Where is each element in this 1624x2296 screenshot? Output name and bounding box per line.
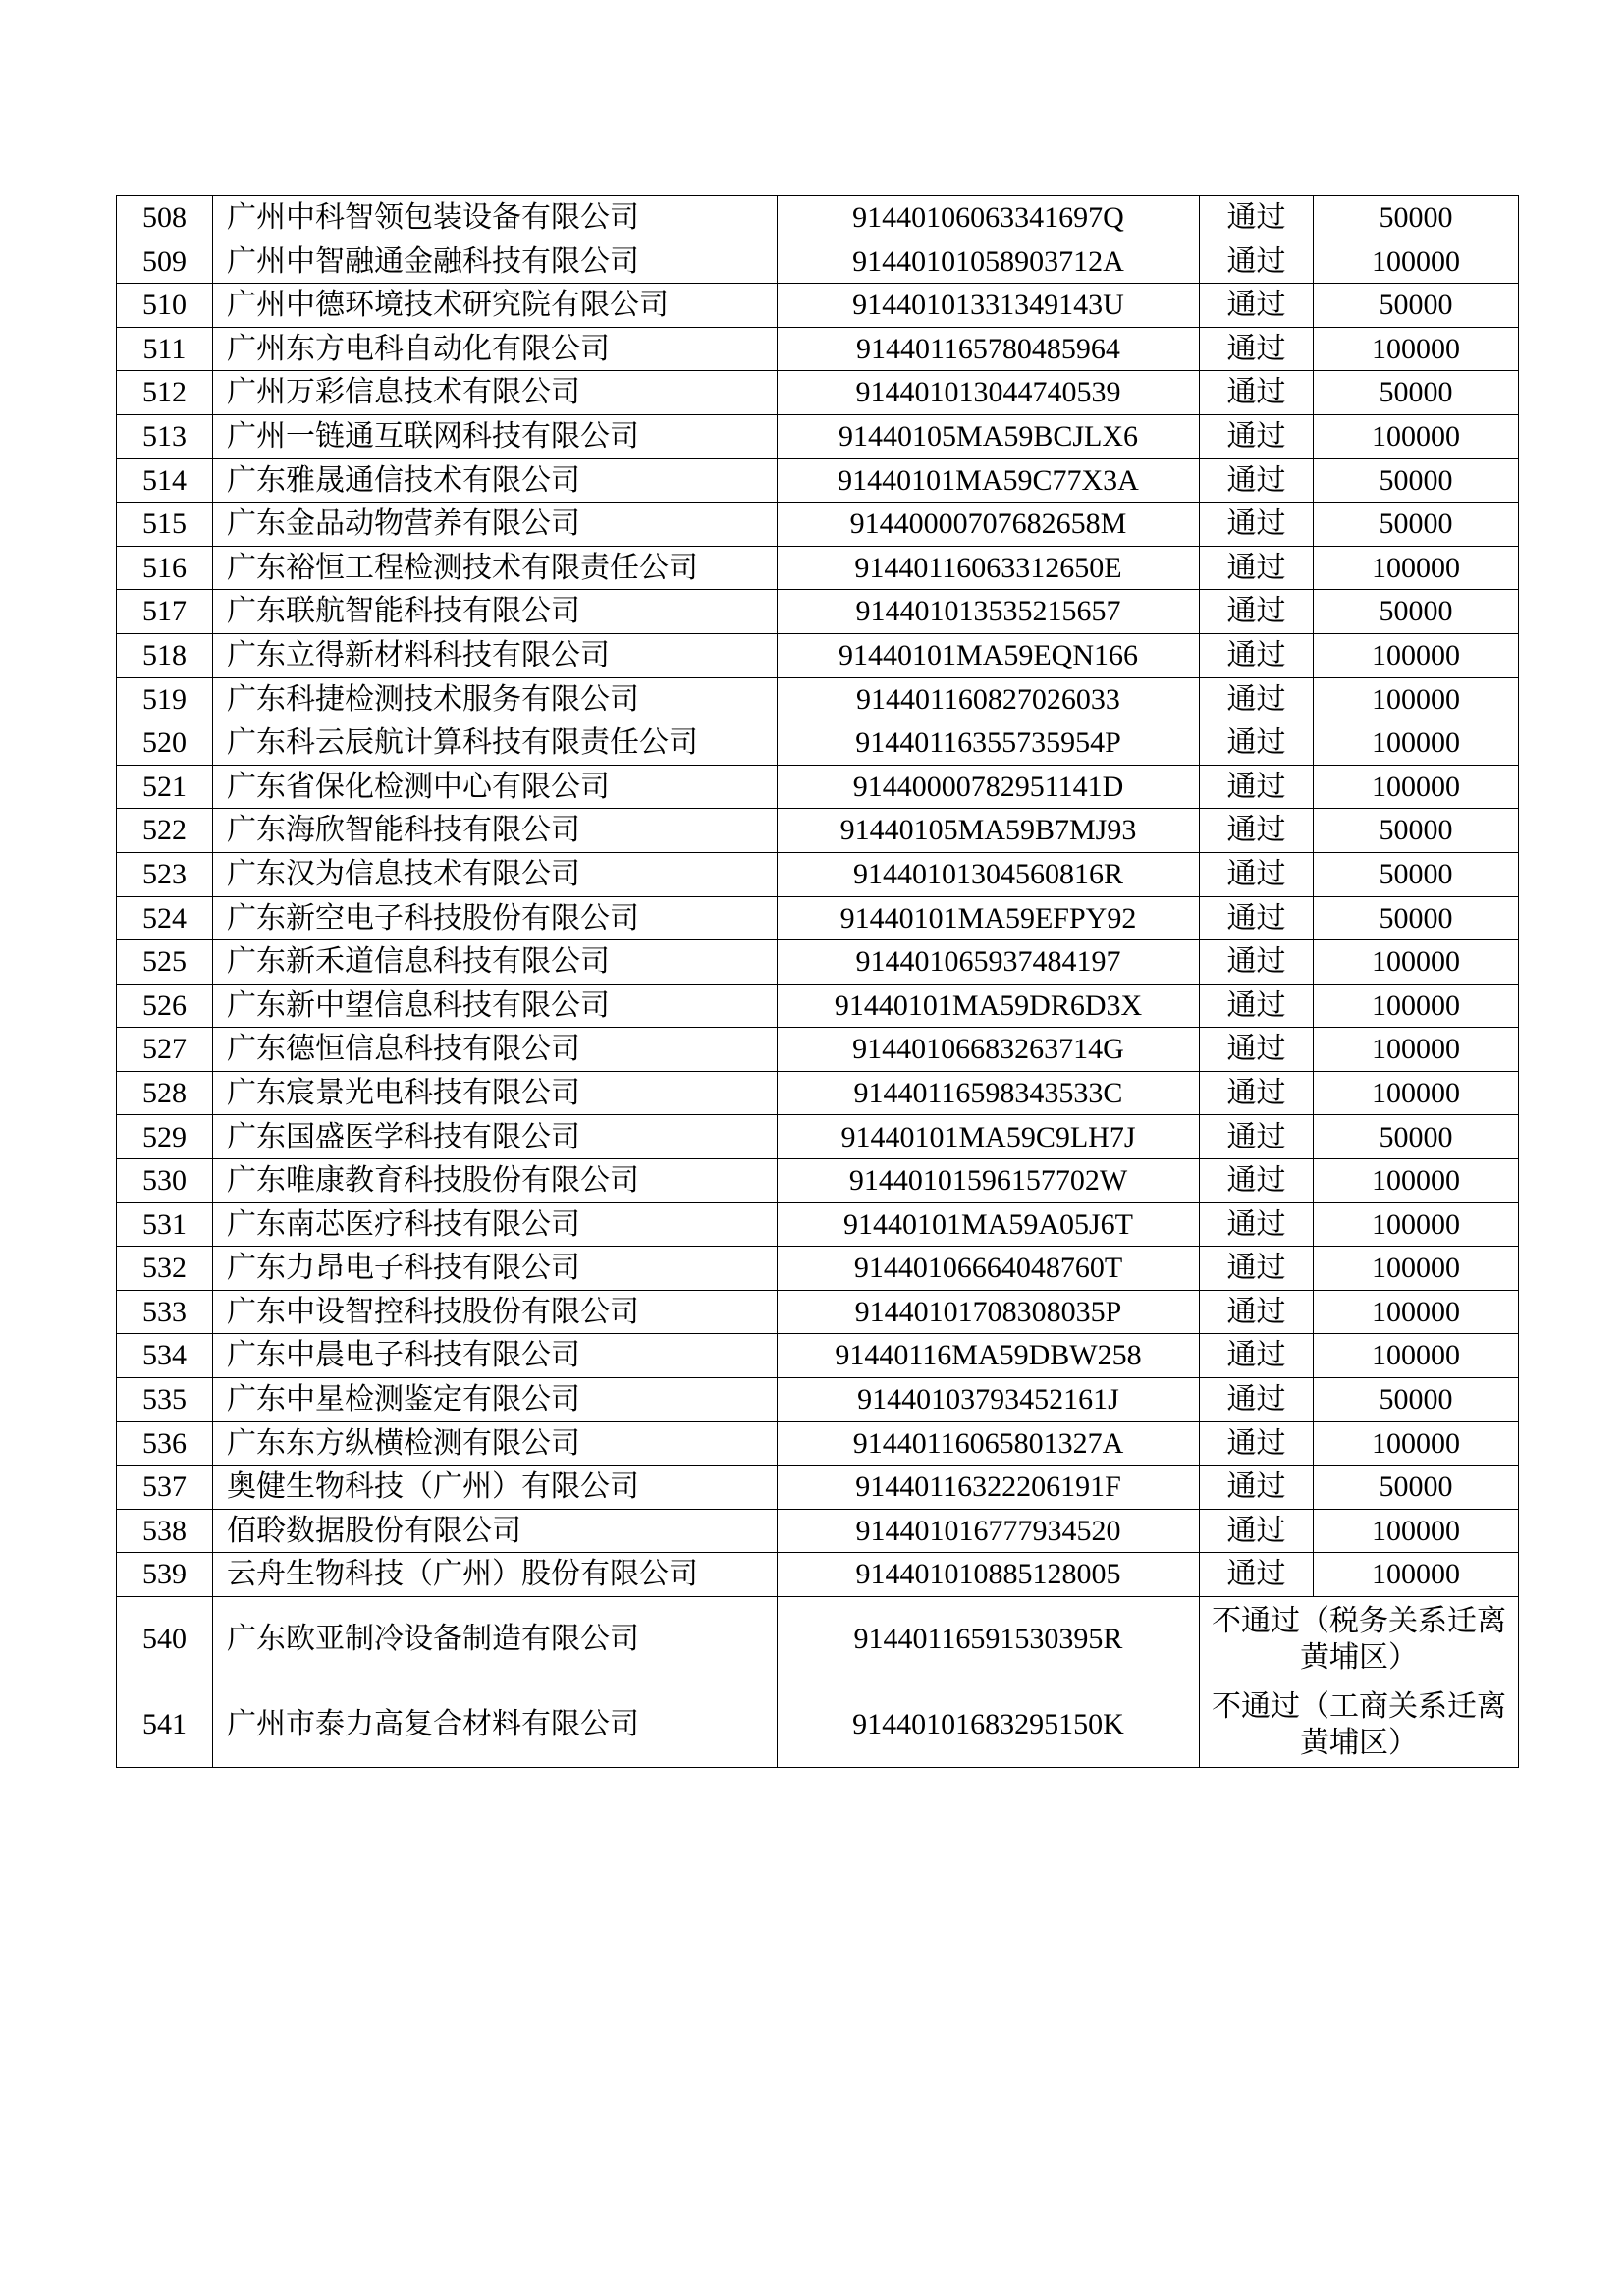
subsidy-amount: 100000 (1314, 414, 1519, 458)
review-result: 通过 (1200, 546, 1314, 590)
review-result: 通过 (1200, 809, 1314, 853)
subsidy-amount: 100000 (1314, 765, 1519, 809)
row-number: 510 (117, 284, 213, 328)
table-row (117, 458, 1519, 503)
review-result: 通过 (1200, 1421, 1314, 1466)
table-row (117, 327, 1519, 371)
table-row (117, 721, 1519, 766)
credit-code: 91440101MA59DR6D3X (778, 984, 1200, 1028)
table-row (117, 896, 1519, 940)
table-row (117, 1421, 1519, 1466)
review-result-failed: 不通过（税务关系迁离黄埔区） (1200, 1597, 1519, 1682)
subsidy-amount: 50000 (1314, 809, 1519, 853)
table-row-failed (117, 1682, 1519, 1768)
row-number: 524 (117, 896, 213, 940)
credit-code: 91440105MA59B7MJ93 (778, 809, 1200, 853)
row-number: 533 (117, 1290, 213, 1334)
table-row (117, 1466, 1519, 1510)
review-result: 通过 (1200, 284, 1314, 328)
review-result: 通过 (1200, 984, 1314, 1028)
row-number: 511 (117, 327, 213, 371)
company-name: 广州一链通互联网科技有限公司 (213, 414, 778, 458)
table-row (117, 1071, 1519, 1115)
table-row (117, 1115, 1519, 1159)
company-name: 广东科云辰航计算科技有限责任公司 (213, 721, 778, 766)
table-row (117, 1247, 1519, 1291)
row-number: 514 (117, 458, 213, 503)
credit-code: 91440103793452161J (778, 1378, 1200, 1422)
review-result: 通过 (1200, 1115, 1314, 1159)
review-result: 通过 (1200, 633, 1314, 677)
credit-code: 91440106063341697Q (778, 196, 1200, 240)
row-number: 539 (117, 1553, 213, 1597)
subsidy-amount: 100000 (1314, 1421, 1519, 1466)
row-number: 540 (117, 1597, 213, 1682)
row-number: 516 (117, 546, 213, 590)
subsidy-amount: 50000 (1314, 371, 1519, 415)
subsidy-amount: 50000 (1314, 284, 1519, 328)
credit-code: 91440101708308035P (778, 1290, 1200, 1334)
subsidy-amount: 100000 (1314, 1290, 1519, 1334)
credit-code: 91440106683263714G (778, 1028, 1200, 1072)
review-result: 通过 (1200, 414, 1314, 458)
row-number: 513 (117, 414, 213, 458)
subsidy-amount: 100000 (1314, 1509, 1519, 1553)
row-number: 521 (117, 765, 213, 809)
company-name: 广东德恒信息科技有限公司 (213, 1028, 778, 1072)
review-result: 通过 (1200, 458, 1314, 503)
row-number: 509 (117, 240, 213, 284)
table-row (117, 765, 1519, 809)
review-result: 通过 (1200, 1247, 1314, 1291)
credit-code: 914401013044740539 (778, 371, 1200, 415)
company-name: 广东联航智能科技有限公司 (213, 590, 778, 634)
table-row (117, 633, 1519, 677)
table-row (117, 852, 1519, 896)
review-result: 通过 (1200, 1378, 1314, 1422)
company-name: 广东唯康教育科技股份有限公司 (213, 1159, 778, 1203)
company-name: 广州中科智领包装设备有限公司 (213, 196, 778, 240)
review-result: 通过 (1200, 1202, 1314, 1247)
credit-code: 91440101MA59A05J6T (778, 1202, 1200, 1247)
company-name: 广东南芯医疗科技有限公司 (213, 1202, 778, 1247)
credit-code: 91440101596157702W (778, 1159, 1200, 1203)
credit-code: 91440116MA59DBW258 (778, 1334, 1200, 1378)
subsidy-amount: 100000 (1314, 1334, 1519, 1378)
row-number: 538 (117, 1509, 213, 1553)
table-row (117, 546, 1519, 590)
review-result: 通过 (1200, 1071, 1314, 1115)
subsidy-amount: 50000 (1314, 196, 1519, 240)
credit-code: 91440116591530395R (778, 1597, 1200, 1682)
subsidy-amount: 50000 (1314, 1378, 1519, 1422)
table-body (117, 196, 1519, 1768)
row-number: 520 (117, 721, 213, 766)
company-name: 广东东方纵横检测有限公司 (213, 1421, 778, 1466)
credit-code: 91440101331349143U (778, 284, 1200, 328)
subsidy-amount: 50000 (1314, 590, 1519, 634)
subsidy-amount: 100000 (1314, 1247, 1519, 1291)
row-number: 532 (117, 1247, 213, 1291)
credit-code: 914401013535215657 (778, 590, 1200, 634)
subsidy-amount: 100000 (1314, 1028, 1519, 1072)
subsidy-amount: 50000 (1314, 458, 1519, 503)
subsidy-amount: 50000 (1314, 1466, 1519, 1510)
company-name: 广东欧亚制冷设备制造有限公司 (213, 1597, 778, 1682)
row-number: 525 (117, 940, 213, 985)
credit-code: 91440116355735954P (778, 721, 1200, 766)
credit-code: 91440116598343533C (778, 1071, 1200, 1115)
row-number: 519 (117, 677, 213, 721)
table-row (117, 240, 1519, 284)
row-number: 535 (117, 1378, 213, 1422)
company-name: 广东雅晟通信技术有限公司 (213, 458, 778, 503)
company-name: 广东金品动物营养有限公司 (213, 503, 778, 547)
review-result: 通过 (1200, 1466, 1314, 1510)
table-row (117, 371, 1519, 415)
row-number: 526 (117, 984, 213, 1028)
company-name: 广东新空电子科技股份有限公司 (213, 896, 778, 940)
company-name: 广州东方电科自动化有限公司 (213, 327, 778, 371)
review-result: 通过 (1200, 1290, 1314, 1334)
subsidy-amount: 50000 (1314, 503, 1519, 547)
review-result: 通过 (1200, 852, 1314, 896)
row-number: 522 (117, 809, 213, 853)
table-row (117, 984, 1519, 1028)
table-row (117, 1202, 1519, 1247)
row-number: 528 (117, 1071, 213, 1115)
subsidy-amount: 100000 (1314, 940, 1519, 985)
review-result: 通过 (1200, 196, 1314, 240)
company-name: 广东省保化检测中心有限公司 (213, 765, 778, 809)
review-result: 通过 (1200, 371, 1314, 415)
subsidy-amount: 100000 (1314, 1202, 1519, 1247)
credit-code: 91440116063312650E (778, 546, 1200, 590)
table-row (117, 414, 1519, 458)
review-result: 通过 (1200, 677, 1314, 721)
review-result-failed: 不通过（工商关系迁离黄埔区） (1200, 1682, 1519, 1768)
review-result: 通过 (1200, 503, 1314, 547)
company-name: 广州中智融通金融科技有限公司 (213, 240, 778, 284)
credit-code: 914401065937484197 (778, 940, 1200, 985)
company-name: 广东新中望信息科技有限公司 (213, 984, 778, 1028)
review-result: 通过 (1200, 1159, 1314, 1203)
subsidy-amount: 100000 (1314, 1553, 1519, 1597)
row-number: 541 (117, 1682, 213, 1768)
review-result: 通过 (1200, 1334, 1314, 1378)
credit-code: 91440101683295150K (778, 1682, 1200, 1768)
table-row (117, 809, 1519, 853)
credit-code: 914401010885128005 (778, 1553, 1200, 1597)
credit-code: 91440101058903712A (778, 240, 1200, 284)
subsidy-amount: 100000 (1314, 546, 1519, 590)
subsidy-amount: 100000 (1314, 240, 1519, 284)
credit-code: 91440101MA59C77X3A (778, 458, 1200, 503)
subsidy-amount: 100000 (1314, 1159, 1519, 1203)
credit-code: 91440116065801327A (778, 1421, 1200, 1466)
company-name: 广东国盛医学科技有限公司 (213, 1115, 778, 1159)
credit-code: 91440000782951141D (778, 765, 1200, 809)
row-number: 523 (117, 852, 213, 896)
subsidy-review-table (116, 195, 1519, 1768)
company-name: 广州中德环境技术研究院有限公司 (213, 284, 778, 328)
credit-code: 914401160827026033 (778, 677, 1200, 721)
review-result: 通过 (1200, 721, 1314, 766)
table-row (117, 1509, 1519, 1553)
table-row-failed (117, 1597, 1519, 1682)
row-number: 534 (117, 1334, 213, 1378)
review-result: 通过 (1200, 1028, 1314, 1072)
table-row (117, 590, 1519, 634)
row-number: 530 (117, 1159, 213, 1203)
subsidy-amount: 100000 (1314, 984, 1519, 1028)
review-result: 通过 (1200, 1509, 1314, 1553)
company-name: 奥健生物科技（广州）有限公司 (213, 1466, 778, 1510)
row-number: 518 (117, 633, 213, 677)
row-number: 515 (117, 503, 213, 547)
credit-code: 91440116322206191F (778, 1466, 1200, 1510)
table-row (117, 1553, 1519, 1597)
table-row (117, 1290, 1519, 1334)
table-row (117, 503, 1519, 547)
credit-code: 91440101MA59EFPY92 (778, 896, 1200, 940)
review-result: 通过 (1200, 590, 1314, 634)
credit-code: 91440000707682658M (778, 503, 1200, 547)
review-result: 通过 (1200, 896, 1314, 940)
review-result: 通过 (1200, 940, 1314, 985)
row-number: 529 (117, 1115, 213, 1159)
table-row (117, 677, 1519, 721)
row-number: 512 (117, 371, 213, 415)
row-number: 537 (117, 1466, 213, 1510)
row-number: 527 (117, 1028, 213, 1072)
company-name: 广东立得新材料科技有限公司 (213, 633, 778, 677)
credit-code: 91440101304560816R (778, 852, 1200, 896)
subsidy-amount: 100000 (1314, 633, 1519, 677)
company-name: 广东裕恒工程检测技术有限责任公司 (213, 546, 778, 590)
table-row (117, 1334, 1519, 1378)
table-row (117, 284, 1519, 328)
credit-code: 91440105MA59BCJLX6 (778, 414, 1200, 458)
company-name: 广东新禾道信息科技有限公司 (213, 940, 778, 985)
credit-code: 91440101MA59EQN166 (778, 633, 1200, 677)
review-result: 通过 (1200, 765, 1314, 809)
table-row (117, 1159, 1519, 1203)
company-name: 广州市泰力高复合材料有限公司 (213, 1682, 778, 1768)
subsidy-amount: 50000 (1314, 852, 1519, 896)
company-name: 广东中星检测鉴定有限公司 (213, 1378, 778, 1422)
table-row (117, 196, 1519, 240)
table-row (117, 1028, 1519, 1072)
company-name: 广东宸景光电科技有限公司 (213, 1071, 778, 1115)
credit-code: 914401165780485964 (778, 327, 1200, 371)
company-name: 广东中晨电子科技有限公司 (213, 1334, 778, 1378)
subsidy-amount: 100000 (1314, 721, 1519, 766)
table-row (117, 1378, 1519, 1422)
company-name: 广东中设智控科技股份有限公司 (213, 1290, 778, 1334)
subsidy-amount: 100000 (1314, 677, 1519, 721)
company-name: 广州万彩信息技术有限公司 (213, 371, 778, 415)
subsidy-amount: 100000 (1314, 327, 1519, 371)
subsidy-amount: 100000 (1314, 1071, 1519, 1115)
table-row (117, 940, 1519, 985)
subsidy-amount: 50000 (1314, 896, 1519, 940)
company-name: 云舟生物科技（广州）股份有限公司 (213, 1553, 778, 1597)
review-result: 通过 (1200, 327, 1314, 371)
row-number: 531 (117, 1202, 213, 1247)
company-name: 广东海欣智能科技有限公司 (213, 809, 778, 853)
row-number: 517 (117, 590, 213, 634)
credit-code: 91440101MA59C9LH7J (778, 1115, 1200, 1159)
company-name: 广东汉为信息技术有限公司 (213, 852, 778, 896)
credit-code: 914401016777934520 (778, 1509, 1200, 1553)
company-name: 广东力昂电子科技有限公司 (213, 1247, 778, 1291)
subsidy-amount: 50000 (1314, 1115, 1519, 1159)
company-name: 佰聆数据股份有限公司 (213, 1509, 778, 1553)
row-number: 536 (117, 1421, 213, 1466)
credit-code: 91440106664048760T (778, 1247, 1200, 1291)
review-result: 通过 (1200, 1553, 1314, 1597)
review-result: 通过 (1200, 240, 1314, 284)
company-name: 广东科捷检测技术服务有限公司 (213, 677, 778, 721)
row-number: 508 (117, 196, 213, 240)
